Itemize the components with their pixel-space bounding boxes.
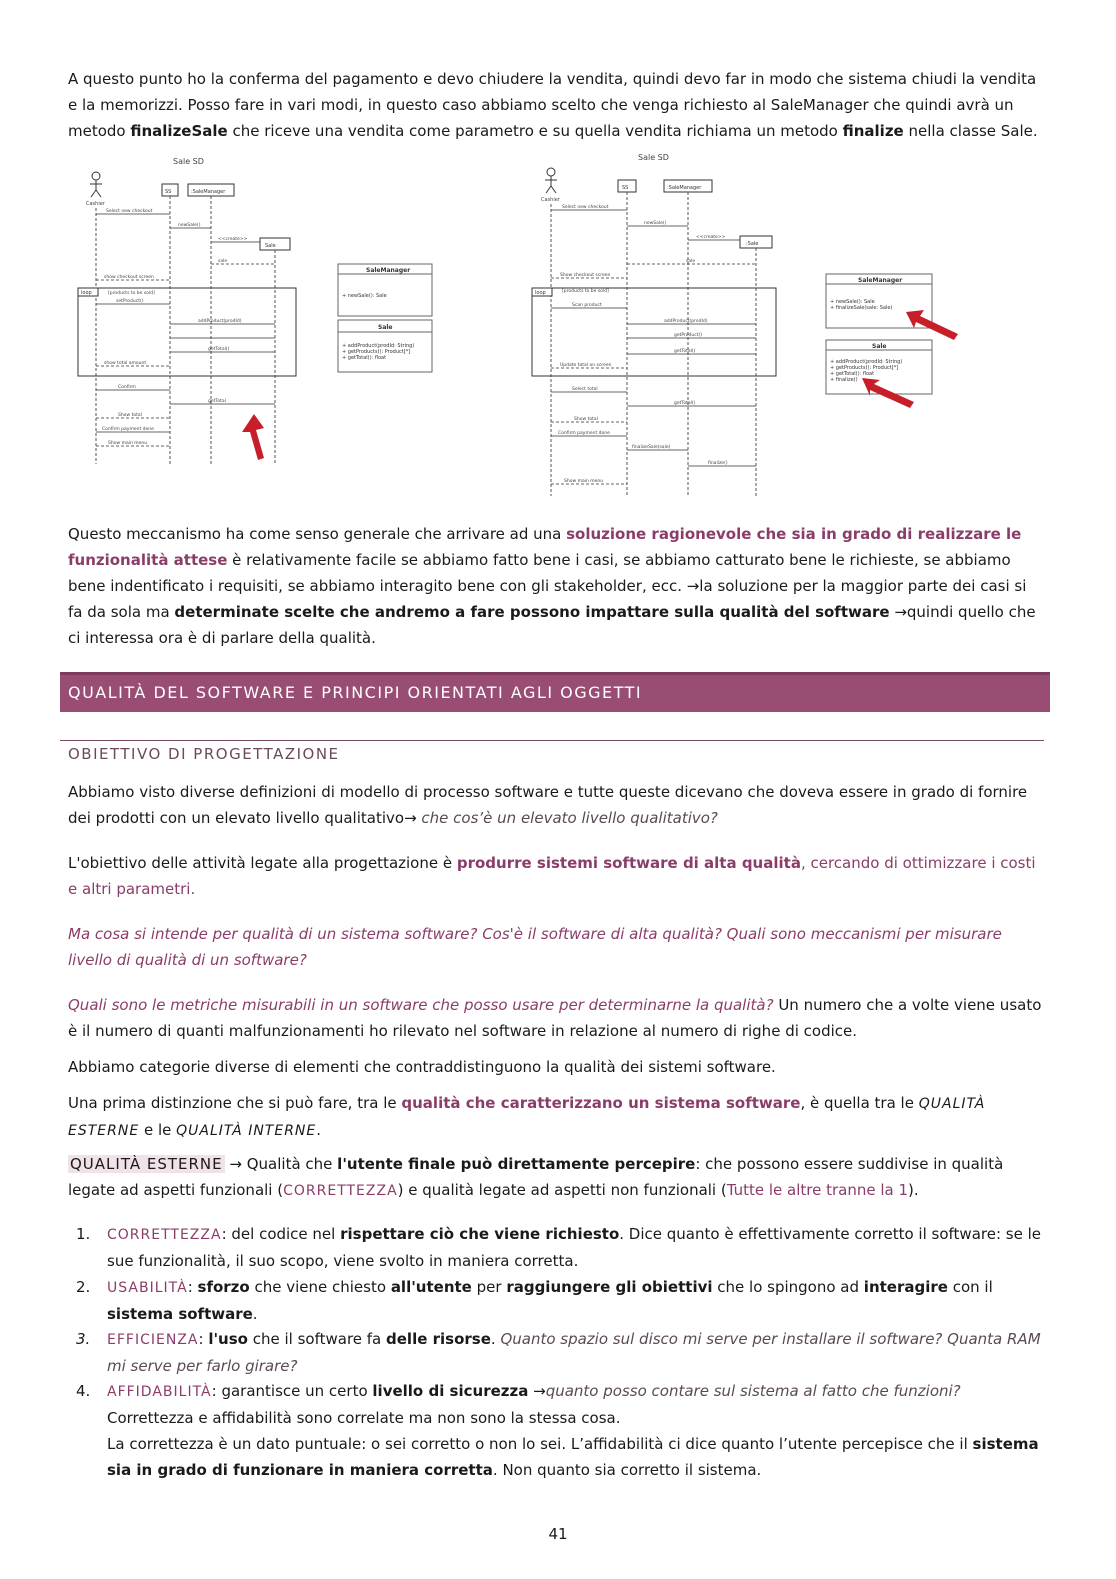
svg-text::SaleManager: :SaleManager <box>191 189 226 195</box>
svg-text:loop: loop <box>535 290 546 296</box>
svg-text:SS: SS <box>165 189 172 195</box>
svg-text:+ getProducts(): Product[*]: + getProducts(): Product[*] <box>830 365 899 371</box>
svg-text:Show checkout screen: Show checkout screen <box>560 273 611 278</box>
svg-text:newSale(): newSale() <box>644 221 667 226</box>
svg-text:setProduct(): setProduct() <box>116 299 144 304</box>
svg-text:getTotal(): getTotal() <box>674 401 696 406</box>
red-arrow-icon <box>242 414 264 460</box>
svg-text:Update total on screen: Update total on screen <box>560 363 612 368</box>
svg-text:SaleManager: SaleManager <box>858 277 903 284</box>
sequence-diagram-left <box>68 152 438 472</box>
svg-text:Show main menu: Show main menu <box>108 441 148 446</box>
svg-text:Confirm payment done: Confirm payment done <box>558 431 610 436</box>
svg-text:Cashier: Cashier <box>541 197 560 203</box>
svg-text:+ newSale(): Sale: + newSale(): Sale <box>830 299 875 305</box>
svg-text:[products to be sold]: [products to be sold] <box>562 289 609 294</box>
paragraph-distinction: Una prima distinzione che si può fare, tra le qualità che caratterizzano un sistema software, è quella tra le QUALITÀ ESTERNE e le QUALITÀ INTERNE. <box>68 1094 986 1139</box>
svg-text:Sale: Sale <box>378 324 393 331</box>
svg-text:Sale: Sale <box>872 343 887 350</box>
diagram-title: Sale SD <box>173 157 204 166</box>
svg-text:Confirm: Confirm <box>118 385 136 390</box>
svg-text:<<create>>: <<create>> <box>696 235 726 240</box>
svg-text:newSale(): newSale() <box>178 223 201 228</box>
paragraph-external-qualities: QUALITÀ ESTERNE → Qualità che l'utente finale può direttamente percepire: che possono essere suddivise in qualità legate ad aspetti funzionali (CORRETTEZZA) e qualità legate ad aspetti non funzionali (Tutte le altre tranne la 1). <box>68 1155 1004 1199</box>
svg-text:<<create>>: <<create>> <box>218 237 248 242</box>
svg-text:+ finalizeSale(sale: Sale): + finalizeSale(sale: Sale) <box>830 305 893 311</box>
subsection-divider <box>60 740 1044 741</box>
section-title: QUALITÀ DEL SOFTWARE E PRINCIPI ORIENTATI AGLI OGGETTI <box>68 683 643 702</box>
section-heading-banner <box>60 672 1050 712</box>
svg-text:+ getProducts(): Product[*]: + getProducts(): Product[*] <box>342 349 411 355</box>
paragraph-mechanism: Questo meccanismo ha come senso generale che arrivare ad una soluzione ragionevole che sia in grado di realizzare le funzionalità attese è relativamente facile se abbiamo fatto bene i casi, se abbiamo catturato bene le richieste, se abbiamo bene indentificato i requisiti, se abbiamo interagito bene con gli stakeholder, ecc. →la soluzione per la maggior parte dei casi si fa da sola ma determinate scelte che andremo a fare possono impattare sulla qualità del software →quindi quello che ci interessa ora è di parlare della qualità. <box>68 525 1036 647</box>
svg-text:addProduct(prodId): addProduct(prodId) <box>198 319 242 324</box>
svg-text:sale: sale <box>686 259 696 264</box>
svg-text:Confirm payment done: Confirm payment done <box>102 427 154 432</box>
svg-text:Show main menu: Show main menu <box>564 479 604 484</box>
intro-paragraph: A questo punto ho la conferma del pagamento e devo chiudere la vendita, quindi devo far in modo che sistema chiudi la vendita e la memorizzi. Posso fare in vari modi, in questo caso abbiamo scelto che venga richiesto al SaleManager che quindi avrà un metodo finalizeSale che riceve una vendita come parametro e su quella vendita richiama un metodo finalize nella classe Sale. <box>68 70 1038 140</box>
svg-text:Select total: Select total <box>572 387 598 392</box>
svg-text:show total amount: show total amount <box>104 361 147 366</box>
svg-text:Show total: Show total <box>574 417 598 422</box>
svg-text:+ addProduct(prodId: String): + addProduct(prodId: String) <box>830 359 903 365</box>
svg-text:finalize(): finalize() <box>708 461 728 466</box>
svg-text:Sale SD: Sale SD <box>638 153 669 162</box>
svg-text:+ getTotal(): float: + getTotal(): float <box>830 371 875 377</box>
svg-text:Cashier: Cashier <box>86 201 105 207</box>
svg-text:Show total: Show total <box>118 413 142 418</box>
svg-text:[products to be sold]: [products to be sold] <box>108 291 155 296</box>
svg-text:+ newSale(): Sale: + newSale(): Sale <box>342 293 387 299</box>
svg-text:Select new checkout: Select new checkout <box>106 209 153 214</box>
paragraph-categories: Abbiamo categorie diverse di elementi che contraddistinguono la qualità dei sistemi software. <box>68 1058 776 1076</box>
svg-text:getTotal(): getTotal() <box>674 349 696 354</box>
svg-text:loop: loop <box>81 290 92 296</box>
svg-text::Sale: :Sale <box>746 241 759 247</box>
paragraph-metrics: Quali sono le metriche misurabili in un software che posso usare per determinarne la qualità? Un numero che a volte viene usato è il numero di quanti malfunzionamenti ho rilevato nel software in relazione al numero di righe di codice. <box>68 996 1042 1040</box>
svg-text:sale: sale <box>218 259 228 264</box>
svg-text:Sale: Sale <box>265 243 276 249</box>
paragraph-design-objective: L'obiettivo delle attività legate alla progettazione è produrre sistemi software di alta qualità, cercando di ottimizzare i costi e altri parametri. <box>68 854 1036 898</box>
svg-text:+ getTotal(): float: + getTotal(): float <box>342 355 387 361</box>
svg-text:getTotal(): getTotal() <box>208 347 230 352</box>
subsection-title: OBIETTIVO DI PROGETTAZIONE <box>68 745 340 763</box>
sequence-diagram-right <box>524 150 964 500</box>
svg-text:getProduct(): getProduct() <box>674 333 702 338</box>
svg-text::SaleManager: :SaleManager <box>667 185 702 191</box>
svg-text:Select new checkout: Select new checkout <box>562 205 609 210</box>
svg-text:+ addProduct(prodId: String): + addProduct(prodId: String) <box>342 343 415 349</box>
svg-text:finalizeSale(sale): finalizeSale(sale) <box>632 445 671 450</box>
svg-text:SS: SS <box>622 185 629 191</box>
svg-text:getTotal: getTotal <box>208 399 226 404</box>
page-number: 41 <box>548 1525 568 1543</box>
paragraph-quality-questions: Ma cosa si intende per qualità di un sistema software? Cos'è il software di alta qualità? Quali sono meccanismi per misurare livello di qualità di un software? <box>68 925 1002 969</box>
svg-text:show checkout screen: show checkout screen <box>104 275 154 280</box>
svg-text:+ finalize(): + finalize() <box>830 377 858 383</box>
svg-text:Scan product: Scan product <box>572 303 602 308</box>
svg-text:addProduct(prodId): addProduct(prodId) <box>664 319 708 324</box>
paragraph-process-models: Abbiamo visto diverse definizioni di modello di processo software e tutte queste dicevano che doveva essere in grado di fornire dei prodotti con un elevato livello qualitativo→ che cos’è un elevato livello qualitativo? <box>68 783 1028 827</box>
svg-text:SaleManager: SaleManager <box>366 267 411 274</box>
